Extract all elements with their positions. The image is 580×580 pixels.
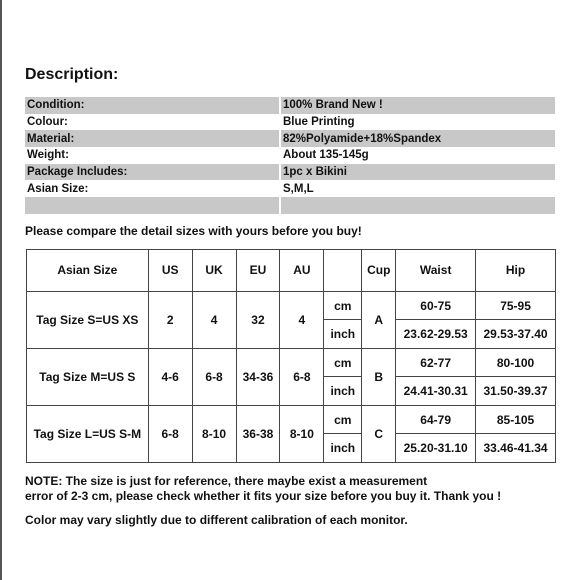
hip-cm-cell: 80-100 <box>476 348 556 377</box>
color-disclaimer: Color may vary slightly due to different calibration of each monitor. <box>25 513 408 527</box>
header-uk: UK <box>192 250 236 292</box>
info-label: Asian Size: <box>27 182 89 195</box>
uk-size-cell: 8-10 <box>192 405 236 462</box>
au-size-cell: 4 <box>280 291 324 348</box>
waist-inch-cell: 24.41-30.31 <box>396 377 476 406</box>
hip-cm-cell: 75-95 <box>476 291 556 320</box>
eu-size-cell: 36-38 <box>236 405 280 462</box>
waist-cm-cell: 62-77 <box>396 348 476 377</box>
unit-cm-cell: cm <box>324 348 362 377</box>
header-cup: Cup <box>362 250 396 292</box>
au-size-cell: 6-8 <box>280 348 324 405</box>
info-value: Blue Printing <box>283 116 355 129</box>
cup-cell: C <box>362 405 396 462</box>
info-row-material <box>25 130 555 147</box>
info-value: About 135-145g <box>283 149 369 162</box>
unit-inch-cell: inch <box>324 320 362 349</box>
size-header-row <box>27 250 556 292</box>
waist-cm-cell: 60-75 <box>396 291 476 320</box>
tag-size-cell: Tag Size L=US S-M <box>27 405 149 462</box>
info-label: Package Includes: <box>25 164 279 181</box>
waist-inch-cell: 23.62-29.53 <box>396 320 476 349</box>
uk-size-cell: 4 <box>192 291 236 348</box>
info-row-empty <box>25 197 555 214</box>
note-label: NOTE: <box>25 474 63 488</box>
info-value: 1pc x Bikini <box>281 164 555 181</box>
info-value: 100% Brand New ! <box>281 97 555 114</box>
left-border-line <box>0 0 2 580</box>
info-row-weight <box>25 147 555 164</box>
waist-inch-cell: 25.20-31.10 <box>396 434 476 463</box>
unit-inch-cell: inch <box>324 434 362 463</box>
header-eu: EU <box>236 250 280 292</box>
au-size-cell: 8-10 <box>280 405 324 462</box>
info-row-colour <box>25 114 555 131</box>
info-label <box>25 197 279 214</box>
header-us: US <box>148 250 192 292</box>
header-hip: Hip <box>476 250 556 292</box>
info-value: S,M,L <box>283 182 314 195</box>
note-line-1: The size is just for reference, there maybe exist a measurement <box>62 474 428 488</box>
info-label: Weight: <box>27 149 69 162</box>
hip-inch-cell: 31.50-39.37 <box>476 377 556 406</box>
hip-inch-cell: 29.53-37.40 <box>476 320 556 349</box>
info-row-package <box>25 164 555 181</box>
waist-cm-cell: 64-79 <box>396 405 476 434</box>
info-value: 82%Polyamide+18%Spandex <box>281 130 555 147</box>
info-row-condition <box>25 97 555 114</box>
info-label: Condition: <box>25 97 279 114</box>
info-label: Material: <box>25 130 279 147</box>
size-row-m-cm <box>27 348 556 377</box>
hip-inch-cell: 33.46-41.34 <box>476 434 556 463</box>
hip-cm-cell: 85-105 <box>476 405 556 434</box>
us-size-cell: 6-8 <box>148 405 192 462</box>
size-row-l-cm <box>27 405 556 434</box>
info-value <box>281 197 555 214</box>
size-chart-table <box>26 249 556 463</box>
header-waist: Waist <box>396 250 476 292</box>
us-size-cell: 4-6 <box>148 348 192 405</box>
eu-size-cell: 34-36 <box>236 348 280 405</box>
info-label: Colour: <box>27 116 68 129</box>
size-note <box>25 474 555 504</box>
header-unit <box>324 250 362 292</box>
product-info-table <box>25 97 555 214</box>
unit-cm-cell: cm <box>324 291 362 320</box>
compare-sizes-text: Please compare the detail sizes with yours before you buy! <box>25 224 362 238</box>
tag-size-cell: Tag Size S=US XS <box>27 291 149 348</box>
unit-cm-cell: cm <box>324 405 362 434</box>
tag-size-cell: Tag Size M=US S <box>27 348 149 405</box>
cup-cell: B <box>362 348 396 405</box>
note-line-2: error of 2-3 cm, please check whether it fits your size before you buy it. Thank you ! <box>25 489 502 503</box>
size-row-s-cm <box>27 291 556 320</box>
uk-size-cell: 6-8 <box>192 348 236 405</box>
unit-inch-cell: inch <box>324 377 362 406</box>
header-au: AU <box>280 250 324 292</box>
us-size-cell: 2 <box>148 291 192 348</box>
header-asian-size: Asian Size <box>27 250 149 292</box>
info-row-asian-size <box>25 180 555 197</box>
eu-size-cell: 32 <box>236 291 280 348</box>
description-title: Description: <box>25 66 119 83</box>
cup-cell: A <box>362 291 396 348</box>
